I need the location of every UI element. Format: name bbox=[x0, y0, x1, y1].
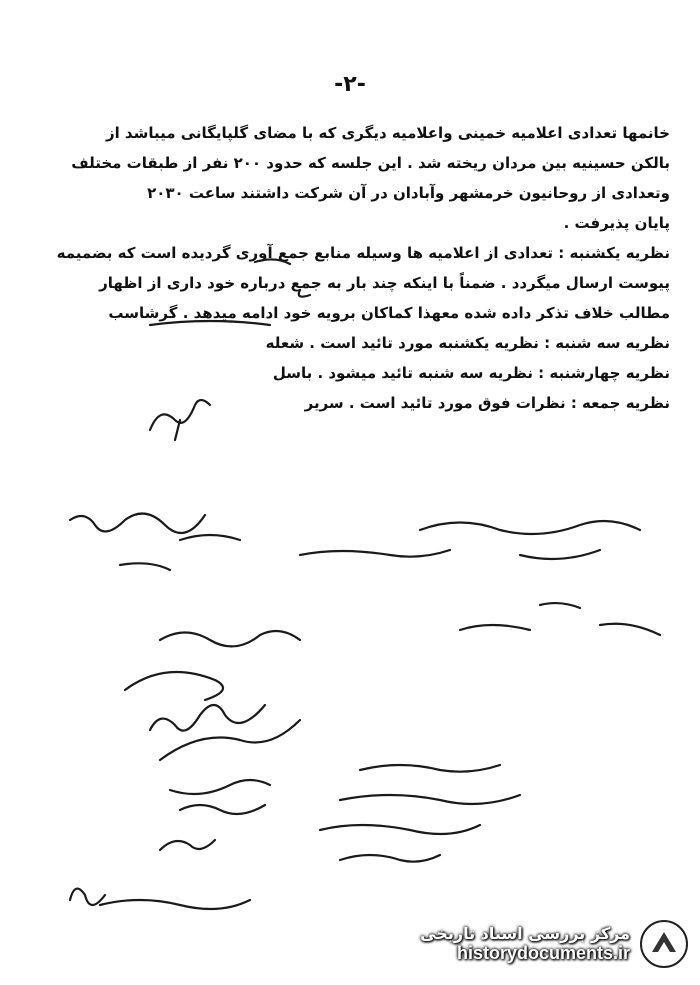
handwritten-signature bbox=[125, 672, 265, 731]
body-line: مطالب خلاف تذکر داده شده معهذا کماکان برویه خود ادامه میدهد . گرشاسب bbox=[108, 304, 670, 322]
body-line: پایان پذیرفت . bbox=[563, 214, 670, 232]
body-line: بالکن حسینیه بین مردان ریخته شد . این جلسه که حدود ۲۰۰ نفر از طبقات مختلف bbox=[71, 154, 670, 172]
body-line: نظریه سه شنبه : نظریه یکشنبه مورد تائید است . شعله bbox=[265, 334, 670, 352]
watermark bbox=[400, 913, 690, 975]
body-line: نظریه چهارشنبه : نظریه سه شنبه تائید میشود . باسل bbox=[272, 364, 670, 382]
page-number: -۲- bbox=[334, 72, 366, 97]
handwritten-mark bbox=[255, 259, 310, 296]
handwritten-note bbox=[160, 631, 300, 646]
handwritten-note bbox=[70, 889, 250, 909]
handwritten-note bbox=[70, 514, 640, 540]
watermark-title: مرکز بررسی اسناد تاریخی bbox=[420, 924, 630, 943]
historydocuments-logo-icon bbox=[638, 918, 690, 970]
handwritten-note bbox=[460, 603, 660, 635]
body-line: نظریه جمعه : نظرات فوق مورد تائید است . سریر bbox=[304, 394, 670, 412]
handwritten-note bbox=[120, 550, 600, 570]
body-line: پیوست ارسال میگردد . ضمناً با اینکه چند بار به جمع درباره خود داری از اظهار bbox=[99, 274, 670, 292]
body-line: نظریه یکشنبه : تعدادی از اعلامیه ها وسیله منابع جمع آوری گردیده است که بضمیمه bbox=[56, 244, 670, 262]
body-line: وتعدادی از روحانیون خرمشهر وآبادان در آن شرکت داشتند ساعت ۲۰۳۰ bbox=[147, 184, 670, 202]
handwritten-signature bbox=[160, 805, 265, 850]
body-line: خانمها تعدادی اعلامیه خمینی واعلامیه دیگری که با مضای گلپایگانی میباشد از bbox=[105, 124, 670, 142]
watermark-url: historydocuments.ir bbox=[456, 943, 630, 963]
strike-line bbox=[150, 321, 270, 325]
handwritten-margin-note bbox=[150, 400, 210, 440]
handwritten-note bbox=[320, 765, 520, 862]
